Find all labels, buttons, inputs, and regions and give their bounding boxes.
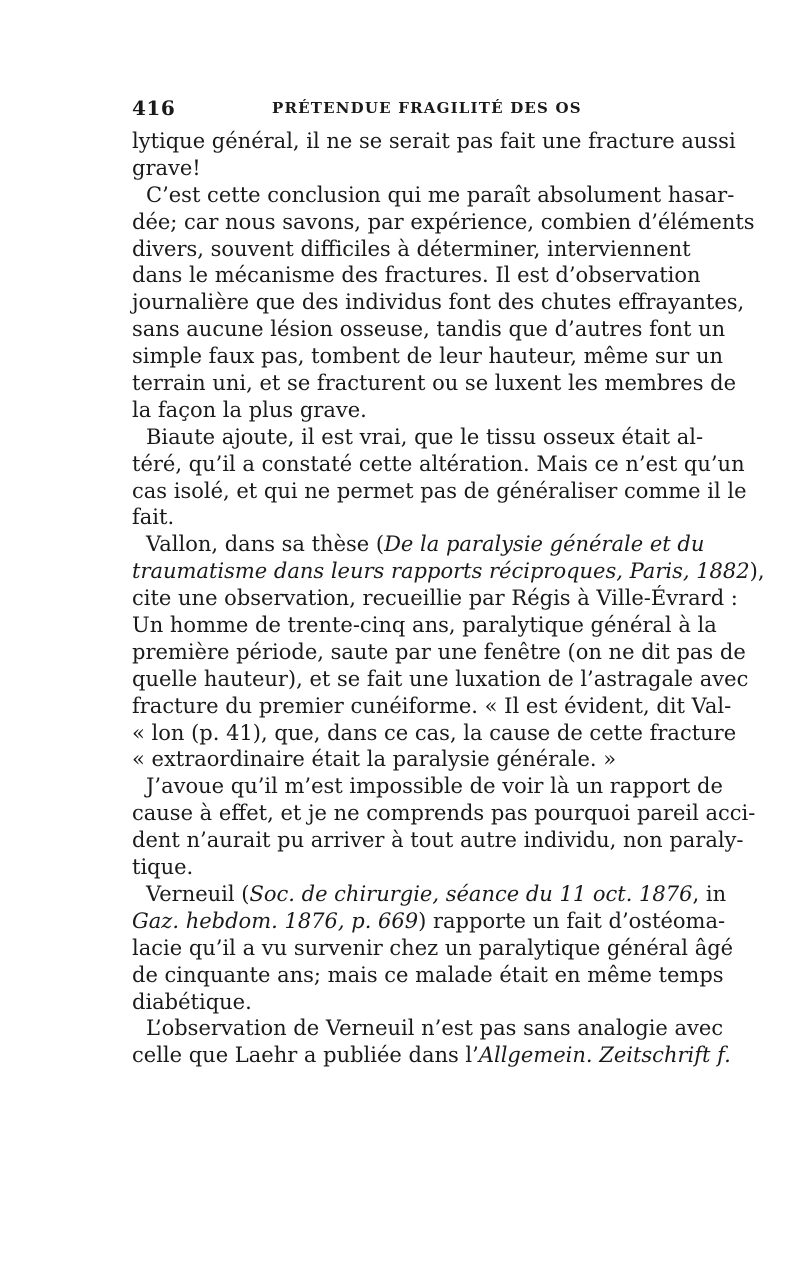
text-line: « lon (p. 41), que, dans ce cas, la cause de cette fracture	[132, 720, 737, 745]
text-line: quelle hauteur), et se fait une luxation de l’astragale avec	[132, 666, 749, 691]
text-line: Un homme de trente-cinq ans, paralytique général à la	[132, 613, 717, 638]
text-line: J’avoue qu’il m’est impossible de voir là un rapport de	[146, 774, 723, 799]
text-line: tique.	[132, 855, 194, 880]
text-line: cause à effet, et je ne comprends pas pourquoi pareil acci-	[132, 801, 756, 826]
italic-citation: De la paralysie générale et du	[384, 532, 705, 557]
text-line: cite une observation, recueillie par Régis à Ville-Évrard :	[132, 586, 738, 611]
text-line: téré, qu’il a constaté cette altération. Mais ce n’est qu’un	[132, 451, 745, 476]
text-line: la façon la plus grave.	[132, 397, 367, 422]
page-number: 416	[132, 96, 176, 120]
text-line: Verneuil (Soc. de chirurgie, séance du 11 oct. 1876, in	[146, 881, 727, 906]
text-line: première période, saute par une fenêtre (on ne dit pas de	[132, 639, 746, 664]
text-line: journalière que des individus font des chutes effrayantes,	[132, 290, 745, 315]
text-line: dent n’aurait pu arriver à tout autre individu, non paraly-	[132, 828, 744, 853]
text-line: simple faux pas, tombent de leur hauteur, même sur un	[132, 344, 723, 369]
text-line: lytique général, il ne se serait pas fait une fracture aussi	[132, 129, 736, 153]
text-line: Vallon, dans sa thèse (De la paralysie générale et du	[146, 532, 705, 557]
text-line: cas isolé, et qui ne permet pas de généraliser comme il le	[132, 478, 747, 503]
italic-citation: traumatisme dans leurs rapports réciproques, Paris, 1882	[132, 559, 750, 584]
text-line: terrain uni, et se fracturent ou se luxent les membres de	[132, 371, 737, 396]
text-line: Biaute ajoute, il est vrai, que le tissu osseux était al-	[146, 424, 704, 449]
text-line: dée; car nous savons, par expérience, combien d’éléments	[132, 209, 755, 234]
text-line: « extraordinaire était la paralysie générale. »	[132, 747, 617, 772]
text-line: C’est cette conclusion qui me paraît absolument hasar-	[146, 182, 735, 207]
italic-citation: Gaz. hebdom. 1876, p. 669	[132, 908, 419, 933]
italic-citation: Allgemein. Zeitschrift f.	[478, 1043, 731, 1068]
text-line: celle que Laehr a publiée dans l’Allgemein. Zeitschrift f.	[132, 1043, 731, 1068]
text-line: grave!	[132, 155, 201, 180]
page-header	[132, 96, 680, 120]
text-line: L’observation de Verneuil n’est pas sans analogie avec	[146, 1016, 724, 1041]
text-line: de cinquante ans; mais ce malade était en même temps	[132, 962, 724, 987]
text-line: diabétique.	[132, 989, 252, 1014]
text-line: divers, souvent difficiles à déterminer, interviennent	[132, 236, 691, 261]
text-line: Gaz. hebdom. 1876, p. 669) rapporte un fait d’ostéoma-	[132, 908, 726, 933]
text-line: fracture du premier cunéiforme. « Il est évident, dit Val-	[132, 693, 732, 718]
running-title: PRÉTENDUE FRAGILITÉ DES OS	[272, 99, 582, 117]
text-line: dans le mécanisme des fractures. Il est d’observation	[132, 263, 701, 288]
italic-citation: Soc. de chirurgie, séance du 11 oct. 1876	[249, 881, 693, 906]
text-line: fait.	[132, 505, 175, 530]
text-line: lacie qu’il a vu survenir chez un paralytique général âgé	[132, 935, 734, 960]
body-text	[132, 128, 765, 1069]
text-line: traumatisme dans leurs rapports réciproques, Paris, 1882),	[132, 559, 765, 584]
text-line: sans aucune lésion osseuse, tandis que d’autres font un	[132, 317, 726, 342]
